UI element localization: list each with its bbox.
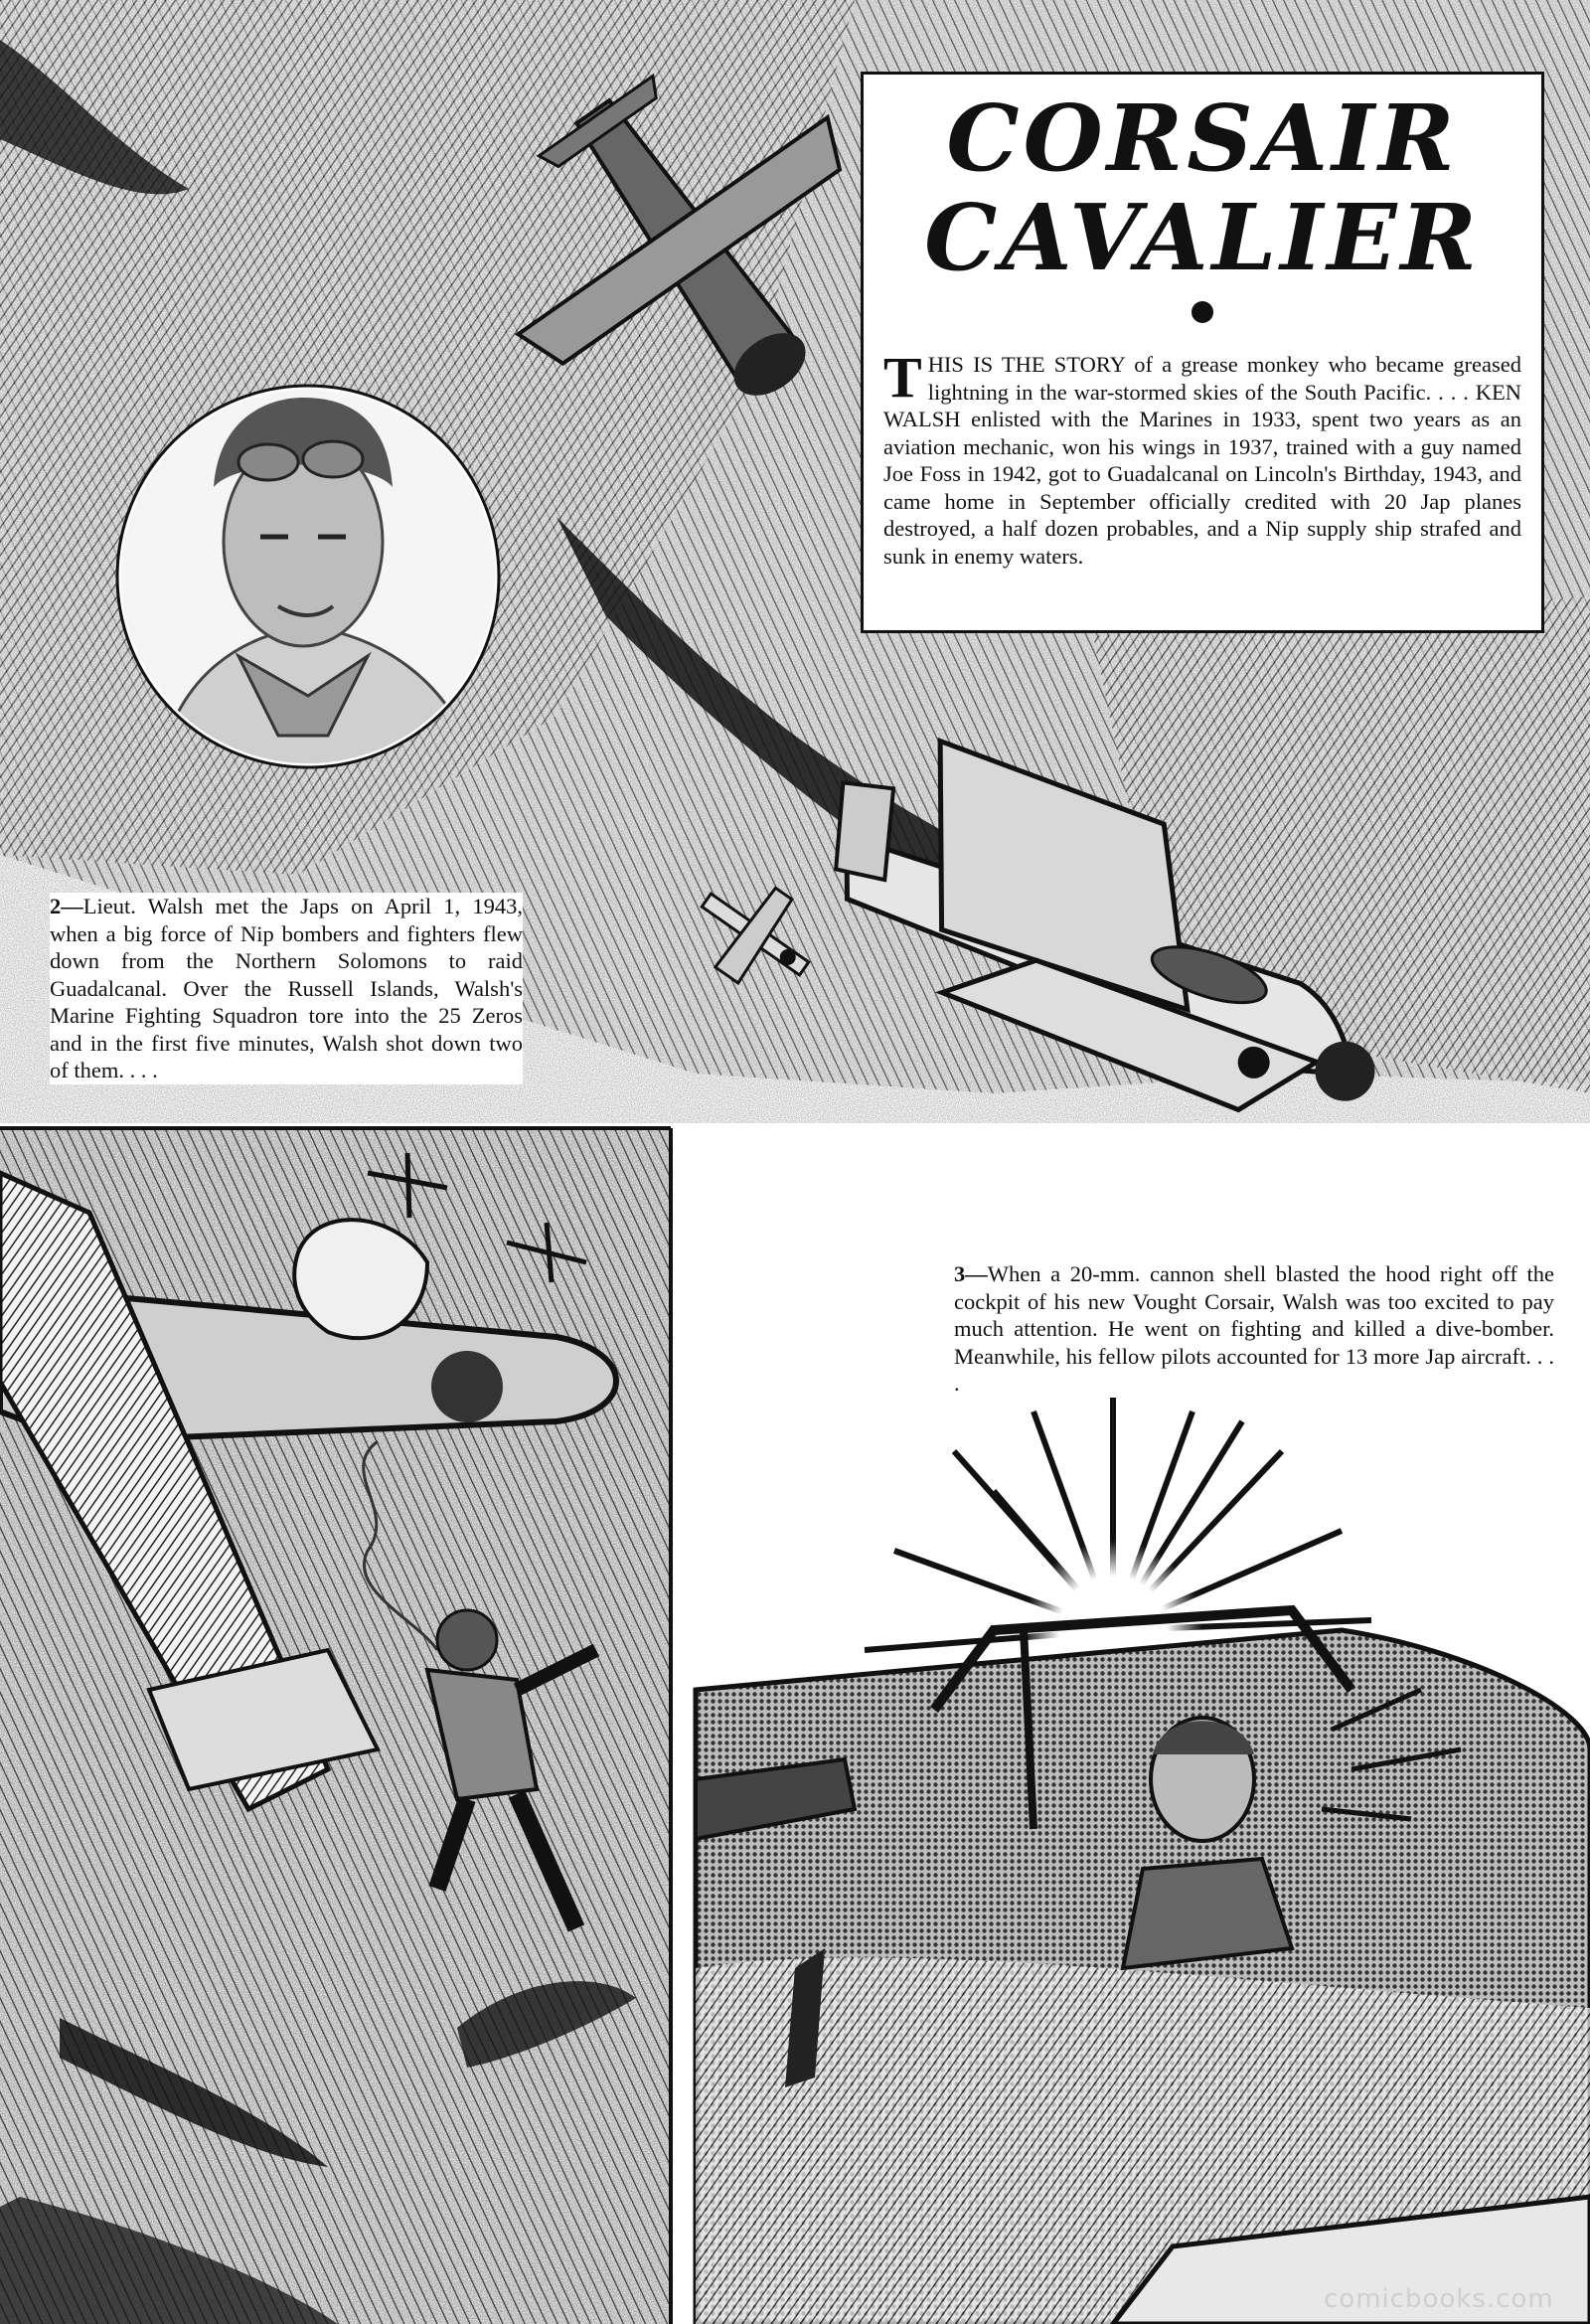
caption-3-number: 3— — [954, 1261, 988, 1286]
intro-body: HIS IS THE STORY of a grease monkey who became greased lightning in the war-stormed skies of the South Pacific. . . . KEN WALSH enlisted with the Marines in 1933, spent two years as an aviation mechanic, won his wings in 1937, trained with a guy named Joe Foss in 1942, got to Guadalcanal on Lincoln's Birthday, 1943, and came home in September officially credited with 20 Jap planes destroyed, a half dozen probables, and a Nip supply ship strafed and sunk in enemy waters. — [883, 352, 1521, 569]
page-title-line-1: CORSAIR — [946, 84, 1459, 192]
bottom-right-panel-cockpit — [696, 1392, 1590, 2324]
caption-panel-2 — [50, 893, 523, 1084]
intro-dropcap: T — [883, 345, 922, 410]
caption-3-text: When a 20-mm. cannon shell blasted the hood right off the cockpit of his new Vought Corsair, Walsh was too excited to pay much attention. He went on fighting and killed a dive-bomber. Meanwhile, his fellow pilots accounted for 13 more Jap aircraft. . . . — [954, 1261, 1554, 1396]
title-bullet-icon — [1192, 301, 1213, 323]
bottom-left-panel-bailout — [0, 1128, 671, 2324]
caption-2-text: Lieut. Walsh met the Japs on April 1, 1943, when a big force of Nip bombers and fighters flew down from the Northern Solomons to raid Guadalcanal. Over the Russell Islands, Walsh's Marine Fighting Squadron tore into the 25 Zeros and in the first five minutes, Walsh shot down two of them. . . . — [50, 894, 523, 1082]
caption-panel-3 — [954, 1260, 1554, 1398]
title-box — [861, 72, 1544, 633]
intro-paragraph — [883, 345, 1521, 570]
page-title-line-2: CAVALIER — [924, 184, 1481, 291]
watermark: comicbooks.com — [1324, 2284, 1554, 2314]
parachute-icon — [294, 1220, 427, 1338]
caption-2-number: 2— — [50, 894, 83, 918]
